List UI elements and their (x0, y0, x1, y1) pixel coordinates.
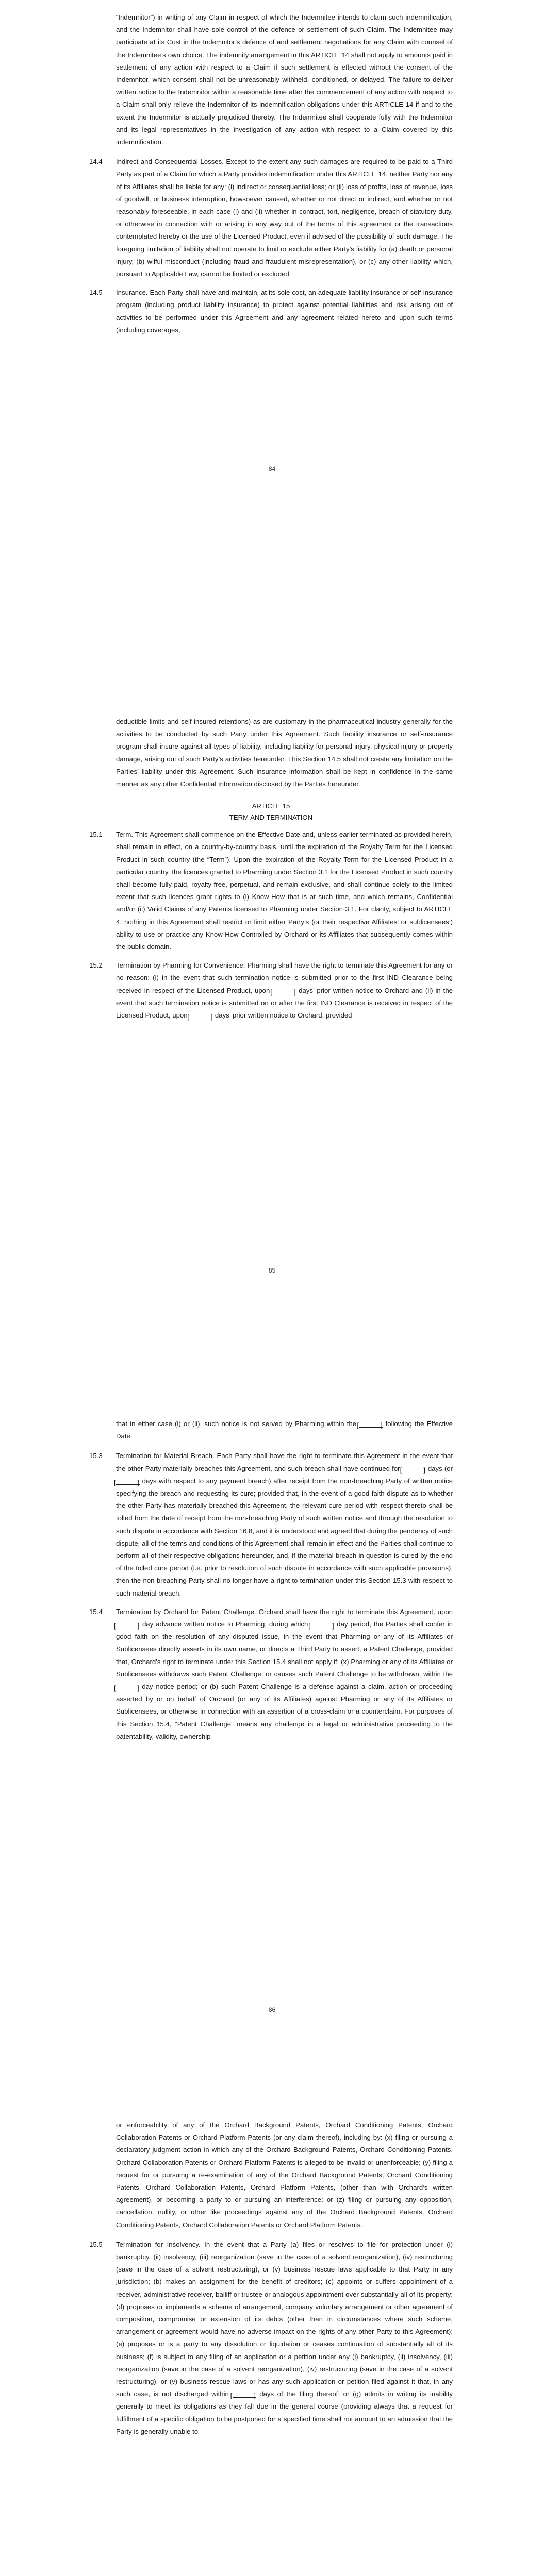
section-text (116, 959, 453, 1022)
continuation-paragraph (116, 1418, 453, 1443)
text-segment: Termination for Insolvency. In the event that a Party (a) files or resolves to file for protection under (i) bankruptcy, (ii) insolvency, (iii) reorganization (save in the case of a solvent reorganization), (iv) restructuring (save in the case of a solvent restructuring), or (v) business rescue laws applicable to that Party in any jurisdiction; (b) makes an assignment for the benefit of creditors; (c) appoints or suffers appointment of a receiver, administrative receiver, bailiff or trustee or analogous appointment over substantially all of its property; (d) proposes or implements a scheme of arrangement, company voluntary arrangement or other agreement of composition, compromise or extension of its debts (other than in circumstances where such scheme, arrangement or agreement would have no adverse impact on the rights of any other Party to this Agreement); (e) proposes or is a party to any dissolution or liquidation or ceases continuation of substantially all of its business; (f) is subject to any filing of an application or a petition under any (i) bankruptcy, (ii) insolvency, (iii) reorganization (save in the case of a solvent reorganization), (iv) restructuring (save in the case of a solvent restructuring), or (v) business rescue laws or has any such application or petition filed against it that, in any such case, is not discharged within (116, 2240, 453, 2398)
section-number: 15.1 (89, 831, 103, 839)
page-number: 86 (268, 2006, 276, 2013)
page-number: 85 (268, 1267, 276, 1274)
redacted-blank (116, 1620, 140, 1628)
section-15-1 (89, 828, 453, 953)
section-number: 15.5 (89, 2240, 103, 2248)
text-segment: days (or (427, 1464, 453, 1472)
redacted-blank (116, 1682, 140, 1690)
text-segment: -day notice period; or (b) such Patent Challenge is a defense against a claim, action or proceeding asserted by or on behalf of Orchard (or any of its Affiliates) against Pharming or any of its Affiliates or Sublicensees, or otherwise in connection with an assertion of a cross-claim or a counterclaim. For purposes of this Section 15.4, “Patent Challenge” means any challenge in a legal or administrative proceeding to the patentability, validity, ownership (116, 1683, 453, 1740)
text-segment: that in either case (i) or (ii), such notice is not served by Pharming within the (116, 1420, 357, 1428)
page-85-content (89, 716, 453, 1028)
redacted-blank (189, 1011, 213, 1019)
text-segment: days with respect to any payment breach) after receipt from the non-breaching Party of written notice specifying the breach and requesting its cure; provided that, in the event of a good faith dispute as to whether the other Party has materially breached this Agreement, the relevant cure period with respect thereto shall be tolled from the date of receipt from the non-breaching Party of such written notice and through the resolution to such dispute in accordance with Section 16.8, and it is understood and agreed that during the pendency of such dispute, all of the terms and conditions of this Agreement shall remain in effect and the Parties shall continue to perform all of their respective obligations hereunder, and, if the material breach in question is cured by the end of the tolled cure period (i.e. prior to resolution of such dispute in accordance with such applicable provisions), then the non-breaching Party shall no longer have a right to termination under this Section 15.3 with respect to such material breach. (116, 1477, 453, 1597)
text-segment: days’ prior written notice to Orchard, provided (215, 1011, 352, 1020)
redacted-blank (310, 1620, 334, 1628)
article-title: TERM AND TERMINATION (229, 814, 313, 822)
page-86-content (89, 1418, 453, 1749)
page-number: 84 (268, 465, 276, 472)
section-number: 14.5 (89, 289, 103, 297)
section-text: Term. This Agreement shall commence on the Effective Date and, unless earlier terminated as provided herein, shall remain in effect, on a country-by-country basis, until the expiration of the Royalty Term for the Licensed Product in such country (the “Term”). Upon the expiration of the Royalty Term for the Licensed Product in a particular country, the licences granted to Pharming under Section 3.1 for the Licensed Product in such country shall become fully-paid, royalty-free, perpetual, and remain exclusive, and shall continue solely to the limited extent that such licences grant rights to (i) Know-How that is at such time, and which remains, Confidential and/or (ii) Valid Claims of any Patents licensed to Pharming under Section 3.1. For clarity, subject to ARTICLE 4, nothing in this Agreement shall restrict or limit either Party’s (or their respective Affiliates’ or sublicensees’) ability to use or practice any Know-How Controlled by Orchard or its Affiliates that subsequently comes within the public domain. (116, 831, 453, 951)
article-number: ARTICLE 15 (252, 802, 290, 810)
section-14-4 (89, 156, 453, 280)
page-87-content (89, 2119, 453, 2444)
text-segment: Termination for Material Breach. Each Party shall have the right to terminate this Agreement in the event that the other Party materially breaches this Agreement, and such breach shall have continued for (116, 1452, 453, 1472)
page-84-content (89, 11, 453, 343)
section-text (116, 1450, 453, 1599)
continuation-paragraph: deductible limits and self-insured retentions) as are customary in the pharmaceutical industry generally for the activities to be conducted by such Party under this Agreement. Such liability insurance or self-insurance program shall insure against all types of liability, including liability for personal injury, physical injury or property damage, arising out of such Party’s activities hereunder. This Section 14.5 shall not create any limitation on the Parties’ liability under this Agreement. Such insurance information shall be kept in confidence in the same manner as any other Confidential Information disclosed by the Parties hereunder. (116, 718, 453, 788)
section-number: 15.3 (89, 1452, 103, 1460)
section-15-5 (89, 2239, 453, 2438)
document-page-86 (0, 1406, 544, 2110)
section-text (116, 2239, 453, 2438)
redacted-blank (359, 1419, 383, 1428)
section-text: Indirect and Consequential Losses. Except to the extent any such damages are required to be paid to a Third Party as part of a Claim for which a Party provides indemnification under this ARTICLE 14, neither Party nor any of its Affiliates shall be liable for any: (i) indirect or consequential loss; or (ii) loss of profits, loss of revenue, loss of goodwill, or business interruption, howsoever caused, whether or not direct or indirect, and whether or not reasonably foreseeable, in each case (i) and (ii) whether in contract, tort, negligence, breach of statutory duty, or otherwise in connection with or arising in any way out of the terms of this agreement or the transactions contemplated hereby or the use of the Licensed Product, even if advised of the possibility of such damage. The foregoing limitation of liability shall not operate to limit or exclude either Party’s liability for (a) death or personal injury, (b) wilful misconduct (including fraud and fraudulent misrepresentation), or (c) any other liability which, pursuant to Applicable Law, cannot be limited or excluded. (116, 158, 453, 278)
text-segment: Termination by Orchard for Patent Challenge. Orchard shall have the right to terminate this Agreement, upon (116, 1607, 453, 1616)
section-number: 15.4 (89, 1607, 103, 1616)
section-number: 14.4 (89, 158, 103, 166)
redacted-blank (402, 1464, 426, 1472)
section-14-5 (89, 286, 453, 336)
redacted-blank (233, 2389, 256, 2398)
section-15-2 (89, 959, 453, 1022)
continuation-paragraph: “Indemnitor”) in writing of any Claim in respect of which the Indemnitee intends to claim such indemnification, and the Indemnitor shall have sole control of the defence or settlement of such Claim. The Indemnitee may participate at its Cost in the Indemnitor’s defence of and settlement negotiations for any Claim with counsel of the Indemnitee’s own choice. The indemnity arrangement in this ARTICLE 14 shall not apply to amounts paid in settlement of any action with respect to a Claim if such settlement is effected without the consent of the Indemnitor, which consent shall not be unreasonably withheld, conditioned, or delayed. The failure to deliver written notice to the Indemnitor within a reasonable time after the commencement of any action with respect to a Claim shall only relieve the Indemnitor of its indemnification obligations under this ARTICLE 14 if and to the extent the Indemnitor is actually prejudiced thereby. The Indemnitee shall cooperate fully with the Indemnitor and its legal representatives in the investigation of any action with respect to a Claim covered by this indemnification. (116, 13, 453, 146)
text-segment: day period, the Parties shall confer in good faith on the resolution of any disputed issue, in the event that Pharming or any of its Affiliates or Sublicensees directly asserts in its own name, or directs a Third Party to assert, a Patent Challenge, provided that, Orchard’s right to terminate under this Section 15.4 shall not apply if: (x) Pharming or any of its Affiliates or Sublicensees withdraws such Patent Challenge, or causes such Patent Challenge to be withdrawn, within the (116, 1620, 453, 1678)
text-segment: days of the filing thereof; or (g) admits in writing its inability generally to meet its obligations as they fall due in the general course (providing always that a request for fulfillment of a specific obligation to be postponed for a specified time shall not amount to an admission that the Party is generally unable to (116, 2390, 453, 2435)
continuation-paragraph: or enforceability of any of the Orchard Background Patents, Orchard Conditioning Patents, Orchard Collaboration Patents or Orchard Platform Patents (or any claim thereof), including by: (x) filing or pursuing a declaratory judgment action in which any of the Orchard Background Patents, Orchard Conditioning Patents, Orchard Collaboration Patents or Orchard Platform Patents is alleged to be invalid or unenforceable; (y) filing a request for or pursuing a re-examination of any of the Orchard Background Patents, Orchard Conditioning Patents, Orchard Collaboration Patents, Orchard Platform Patents, (other than with Orchard’s written agreement), or becoming a party to or pursuing an interference; or (z) filing or pursuing any opposition, cancellation, nullity, or other like proceedings against any of the Orchard Background Patents, Orchard Conditioning Patents, Orchard Collaboration Patents or Orchard Platform Patents. (116, 2121, 453, 2229)
section-15-4 (89, 1606, 453, 1743)
text-segment: days’ prior written notice to Orchard and (ii) in the event that such termination notice is submitted on or after the first IND Clearance is received in respect of the Licensed Product, upon (116, 986, 453, 1020)
section-15-3 (89, 1450, 453, 1599)
section-text (116, 1606, 453, 1743)
section-text: Insurance. Each Party shall have and maintain, at its sole cost, an adequate liability insurance or self-insurance program (including product liability insurance) to protect against potential liabilities and risk arising out of activities to be performed under this Agreement and any agreement related hereto and upon such terms (including coverages, (116, 289, 453, 334)
document-page-84 (0, 0, 544, 703)
document-page-85 (0, 703, 544, 1406)
document-page-87 (0, 2110, 544, 2576)
section-number: 15.2 (89, 961, 103, 970)
redacted-blank (116, 1477, 140, 1485)
text-segment: following the Effective Date. (116, 1420, 453, 1440)
text-segment: Termination by Pharming for Convenience. Pharming shall have the right to terminate this Agreement for any or no reason: (i) in the event that such termination notice is submitted prior to the first IND Clearance being received in respect of the Licensed Product, upon (116, 961, 453, 994)
text-segment: day advance written notice to Pharming, during which (142, 1620, 308, 1629)
article-heading (89, 801, 453, 823)
redacted-blank (272, 986, 296, 994)
